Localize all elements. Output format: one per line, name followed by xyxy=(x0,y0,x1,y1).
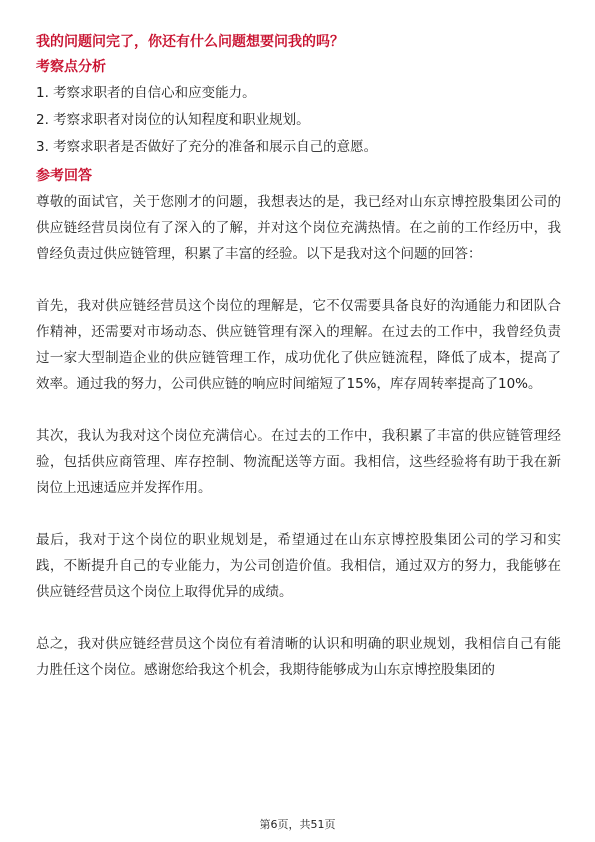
question-heading: 我的问题问完了，你还有什么问题想要问我的吗？ xyxy=(36,34,344,50)
answer-section-title: 参考回答 xyxy=(36,168,92,184)
paragraph-spacer xyxy=(36,605,561,631)
document-page xyxy=(36,30,561,683)
paragraph-spacer xyxy=(36,267,561,293)
analysis-point: 1. 考察求职者的自信心和应变能力。 xyxy=(36,85,256,101)
analysis-point: 3. 考察求职者是否做好了充分的准备和展示自己的意愿。 xyxy=(36,139,378,155)
answer-paragraph-summary: 总之，我对供应链经营员这个岗位有着清晰的认识和明确的职业规划，我相信自己有能力胜任这个岗位。感谢您给我这个机会，我期待能够成为山东京博控股集团的 xyxy=(36,636,561,678)
analysis-points-list xyxy=(36,80,561,161)
paragraph-spacer xyxy=(36,397,561,423)
answer-paragraph-last: 最后，我对于这个岗位的职业规划是，希望通过在山东京博控股集团公司的学习和实践，不断提升自己的专业能力，为公司创造价值。我相信，通过双方的努力，我能够在供应链经营员这个岗位上取得优异的成绩。 xyxy=(36,532,561,600)
paragraph-spacer xyxy=(36,501,561,527)
analysis-point: 2. 考察求职者对岗位的认知程度和职业规划。 xyxy=(36,112,310,128)
page-number-footer: 第6页，共51页 xyxy=(259,818,336,831)
answer-paragraph-second: 其次，我认为我对这个岗位充满信心。在过去的工作中，我积累了丰富的供应链管理经验，包括供应商管理、库存控制、物流配送等方面。我相信，这些经验将有助于我在新岗位上迅速适应并发挥作用。 xyxy=(36,428,561,496)
analysis-section-title: 考察点分析 xyxy=(36,59,106,75)
answer-paragraph-first: 首先，我对供应链经营员这个岗位的理解是，它不仅需要具备良好的沟通能力和团队合作精神，还需要对市场动态、供应链管理有深入的理解。在过去的工作中，我曾经负责过一家大型制造企业的供应链管理工作，成功优化了供应链流程，降低了成本，提高了效率。通过我的努力，公司供应链的响应时间缩短了15%，库存周转率提高了10%。 xyxy=(36,298,561,392)
answer-paragraph-intro: 尊敬的面试官，关于您刚才的问题，我想表达的是，我已经对山东京博控股集团公司的供应链经营员岗位有了深入的了解，并对这个岗位充满热情。在之前的工作经历中，我曾经负责过供应链管理，积累了丰富的经验。以下是我对这个问题的回答： xyxy=(36,194,561,262)
